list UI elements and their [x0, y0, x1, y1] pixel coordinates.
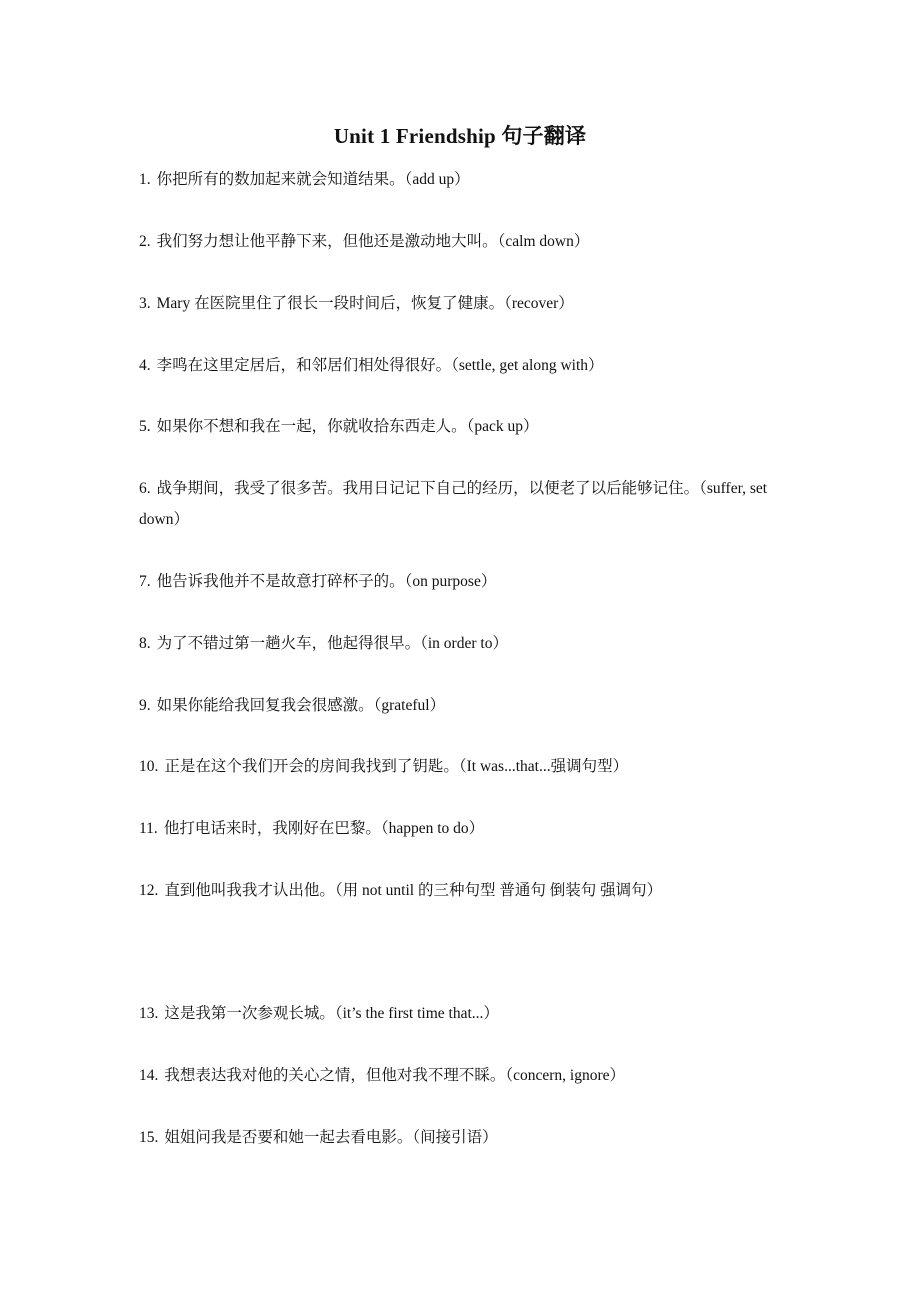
item-text: 我们努力想让他平静下来，但他还是激动地大叫。（calm down）: [156, 233, 590, 250]
item-text: 他打电话来时，我刚好在巴黎。（happen to do）: [163, 820, 485, 837]
item-text: 我想表达我对他的关心之情，但他对我不理不睬。（concern, ignore）: [164, 1067, 626, 1084]
item-number: 13.: [139, 1005, 159, 1022]
exercise-item-8: [139, 628, 789, 659]
exercise-item-5: [139, 411, 789, 442]
item-number: 11.: [139, 820, 158, 837]
item-text: 你把所有的数加起来就会知道结果。（add up）: [156, 171, 470, 188]
item-text: 他告诉我他并不是故意打碎杯子的。（on purpose）: [156, 573, 497, 590]
item-number: 14.: [139, 1067, 159, 1084]
exercise-item-9: [139, 690, 789, 721]
exercise-item-4: [139, 350, 789, 381]
item-number: 4.: [139, 357, 151, 374]
item-number: 9.: [139, 697, 151, 714]
item-number: 8.: [139, 635, 151, 652]
item-text: 这是我第一次参观长城。（it’s the first time that...）: [164, 1005, 499, 1022]
item-number: 15.: [139, 1129, 159, 1146]
item-text: 如果你不想和我在一起，你就收拾东西走人。（pack up）: [156, 418, 539, 435]
item-number: 3.: [139, 295, 151, 312]
item-text: 直到他叫我我才认出他。（用 not until 的三种句型 普通句 倒装句 强调句）: [164, 882, 663, 899]
exercise-item-14: [139, 1060, 789, 1091]
exercise-item-10: [139, 751, 789, 782]
item-number: 10.: [139, 758, 159, 775]
item-text: 姐姐问我是否要和她一起去看电影。（间接引语）: [164, 1129, 498, 1146]
exercise-item-3: [139, 288, 789, 319]
exercise-item-15: [139, 1122, 789, 1153]
item-text: 战争期间，我受了很多苦。我用日记记下自己的经历，以便老了以后能够记住。（suffer, set down）: [139, 480, 768, 528]
item-text: Mary 在医院里住了很长一段时间后，恢复了健康。（recover）: [156, 295, 574, 312]
exercise-item-6: [139, 473, 789, 535]
item-number: 1.: [139, 171, 151, 188]
exercise-item-2: [139, 226, 789, 257]
exercise-item-1: [139, 164, 789, 195]
item-text: 如果你能给我回复我会很感激。（grateful）: [156, 697, 446, 714]
exercise-item-7: [139, 566, 789, 597]
item-number: 2.: [139, 233, 151, 250]
exercise-item-13: [139, 998, 789, 1029]
document-title: Unit 1 Friendship 句子翻译: [333, 124, 587, 148]
item-text: 为了不错过第一趟火车，他起得很早。（in order to）: [156, 635, 508, 652]
item-number: 7.: [139, 573, 151, 590]
item-number: 12.: [139, 882, 159, 899]
exercise-item-12: [139, 875, 789, 906]
item-number: 5.: [139, 418, 151, 435]
item-text: 李鸣在这里定居后，和邻居们相处得很好。（settle, get along with）: [156, 357, 604, 374]
item-text: 正是在这个我们开会的房间我找到了钥匙。（It was...that...强调句型）: [164, 758, 629, 775]
exercise-item-11: [139, 813, 789, 844]
item-number: 6.: [139, 480, 151, 497]
